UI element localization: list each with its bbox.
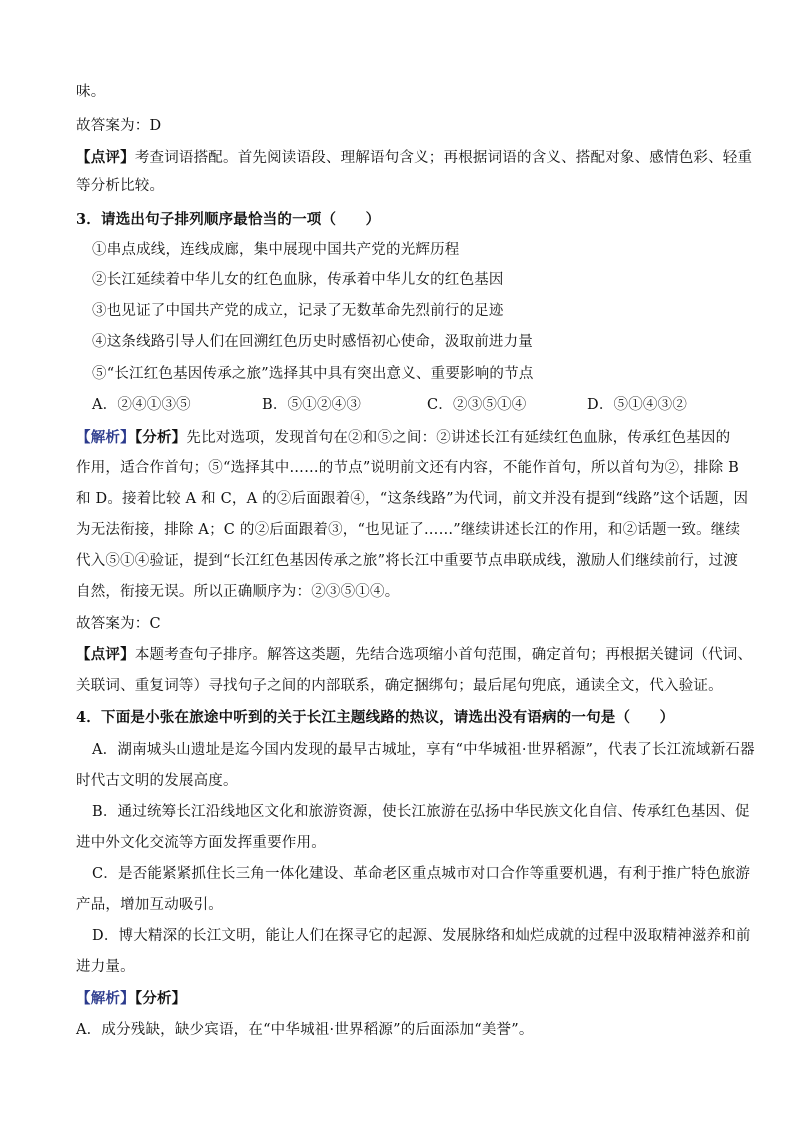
analysis-line: A．成分残缺，缺少宾语，在“中华城祖·世界稻源”的后面添加“美誉”。 (76, 1022, 534, 1038)
comment-text: 本题考查句子排序。解答这类题，先结合选项缩小首句范围，确定首句；再根据关键词（代词、 (134, 647, 753, 663)
option-c: C．②③⑤①④ (427, 397, 527, 413)
text-line: 等分析比较。 (76, 178, 165, 194)
analysis-line: 作用，适合作首句；⑤“选择其中……的节点”说明前文还有内容，不能作首句，所以首句为②，排除 B (76, 460, 739, 476)
comment-line (76, 148, 766, 168)
sentence-2: ②长江延续着中华儿女的红色血脉，传承着中华儿女的红色基因 (92, 272, 504, 288)
analysis-line (76, 989, 766, 1009)
comment-tag: 【点评】 (76, 646, 135, 663)
option-c-line: 产品，增加互动吸引。 (76, 897, 223, 913)
option-a-line: 时代古文明的发展高度。 (76, 773, 238, 789)
options-row (92, 395, 752, 415)
analysis-line: 代入⑤①④验证，提到“长江红色基因传承之旅”将长江中重要节点串联成线，激励人们继续前行，过渡 (76, 553, 739, 569)
analysis-line: 为无法衔接，排除 A；C 的②后面跟着③，“也见证了……”继续讲述长江的作用，和②话题一致。继续 (76, 522, 741, 538)
sentence-5: ⑤“长江红色基因传承之旅”选择其中具有突出意义、重要影响的节点 (92, 366, 534, 382)
comment-tag: 【点评】 (76, 149, 135, 166)
analysis-tag: 【解析】 (76, 429, 135, 446)
analysis-line: 和 D。接着比较 A 和 C，A 的②后面跟着④，“这条线路”为代词，前文并没有提到“线路”这个话题，因 (76, 491, 749, 507)
comment-line: 关联词、重复词等）寻找句子之间的内部联系，确定捆绑句；最后尾句兜底，通读全文，代入验证。 (76, 678, 723, 694)
option-d: D．⑤①④③② (587, 397, 688, 413)
option-c-line: C．是否能紧紧抓住长三角一体化建设、革命老区重点城市对口合作等重要机遇，有利于推广特色旅游 (92, 866, 751, 882)
text-line: 味。 (76, 84, 106, 100)
sentence-1: ①串点成线，连线成廊，集中展现中国共产党的光辉历程 (92, 242, 460, 258)
comment-text: 考查词语搭配。首先阅读语段、理解语句含义；再根据词语的含义、搭配对象、感情色彩、轻重 (134, 150, 753, 166)
option-b-line: B．通过统筹长江沿线地区文化和旅游资源，使长江旅游在弘扬中华民族文化自信、传承红色基因、促 (92, 804, 750, 820)
option-d-line: D．博大精深的长江文明，能让人们在探寻它的起源、发展脉络和灿烂成就的过程中汲取精神滋养和前 (92, 928, 751, 944)
analysis-text: 先比对选项，发现首句在②和⑤之间：②讲述长江有延续红色血脉，传承红色基因的 (186, 430, 731, 446)
question-4-title: 4．下面是小张在旅途中听到的关于长江主题线路的热议，请选出没有语病的一句是（ ） (76, 709, 675, 726)
analysis-line: 自然，衔接无误。所以正确顺序为：②③⑤①④。 (76, 584, 400, 600)
analysis-subtag: 【分析】 (134, 990, 187, 1007)
sentence-4: ④这条线路引导人们在回溯红色历史时感悟初心使命，汲取前进力量 (92, 334, 533, 350)
analysis-tag: 【解析】 (76, 990, 135, 1007)
comment-line (76, 645, 766, 665)
question-3-title: 3．请选出句子排列顺序最恰当的一项（ ） (76, 211, 381, 228)
sentence-3: ③也见证了中国共产党的成立，记录了无数革命先烈前行的足迹 (92, 303, 504, 319)
option-d-line: 进力量。 (76, 959, 135, 975)
option-a: A．②④①③⑤ (92, 397, 191, 413)
option-b-line: 进中外文化交流等方面发挥重要作用。 (76, 835, 326, 851)
answer-line: 故答案为：C (76, 616, 161, 632)
answer-line: 故答案为：D (76, 118, 162, 134)
analysis-subtag: 【分析】 (134, 429, 187, 446)
option-a-line: A．湖南城头山遗址是迄今国内发现的最早古城址，享有“中华城祖·世界稻源”，代表了长江流域新石器 (92, 742, 755, 758)
analysis-line (76, 428, 766, 448)
option-b: B．⑤①②④③ (262, 397, 362, 413)
